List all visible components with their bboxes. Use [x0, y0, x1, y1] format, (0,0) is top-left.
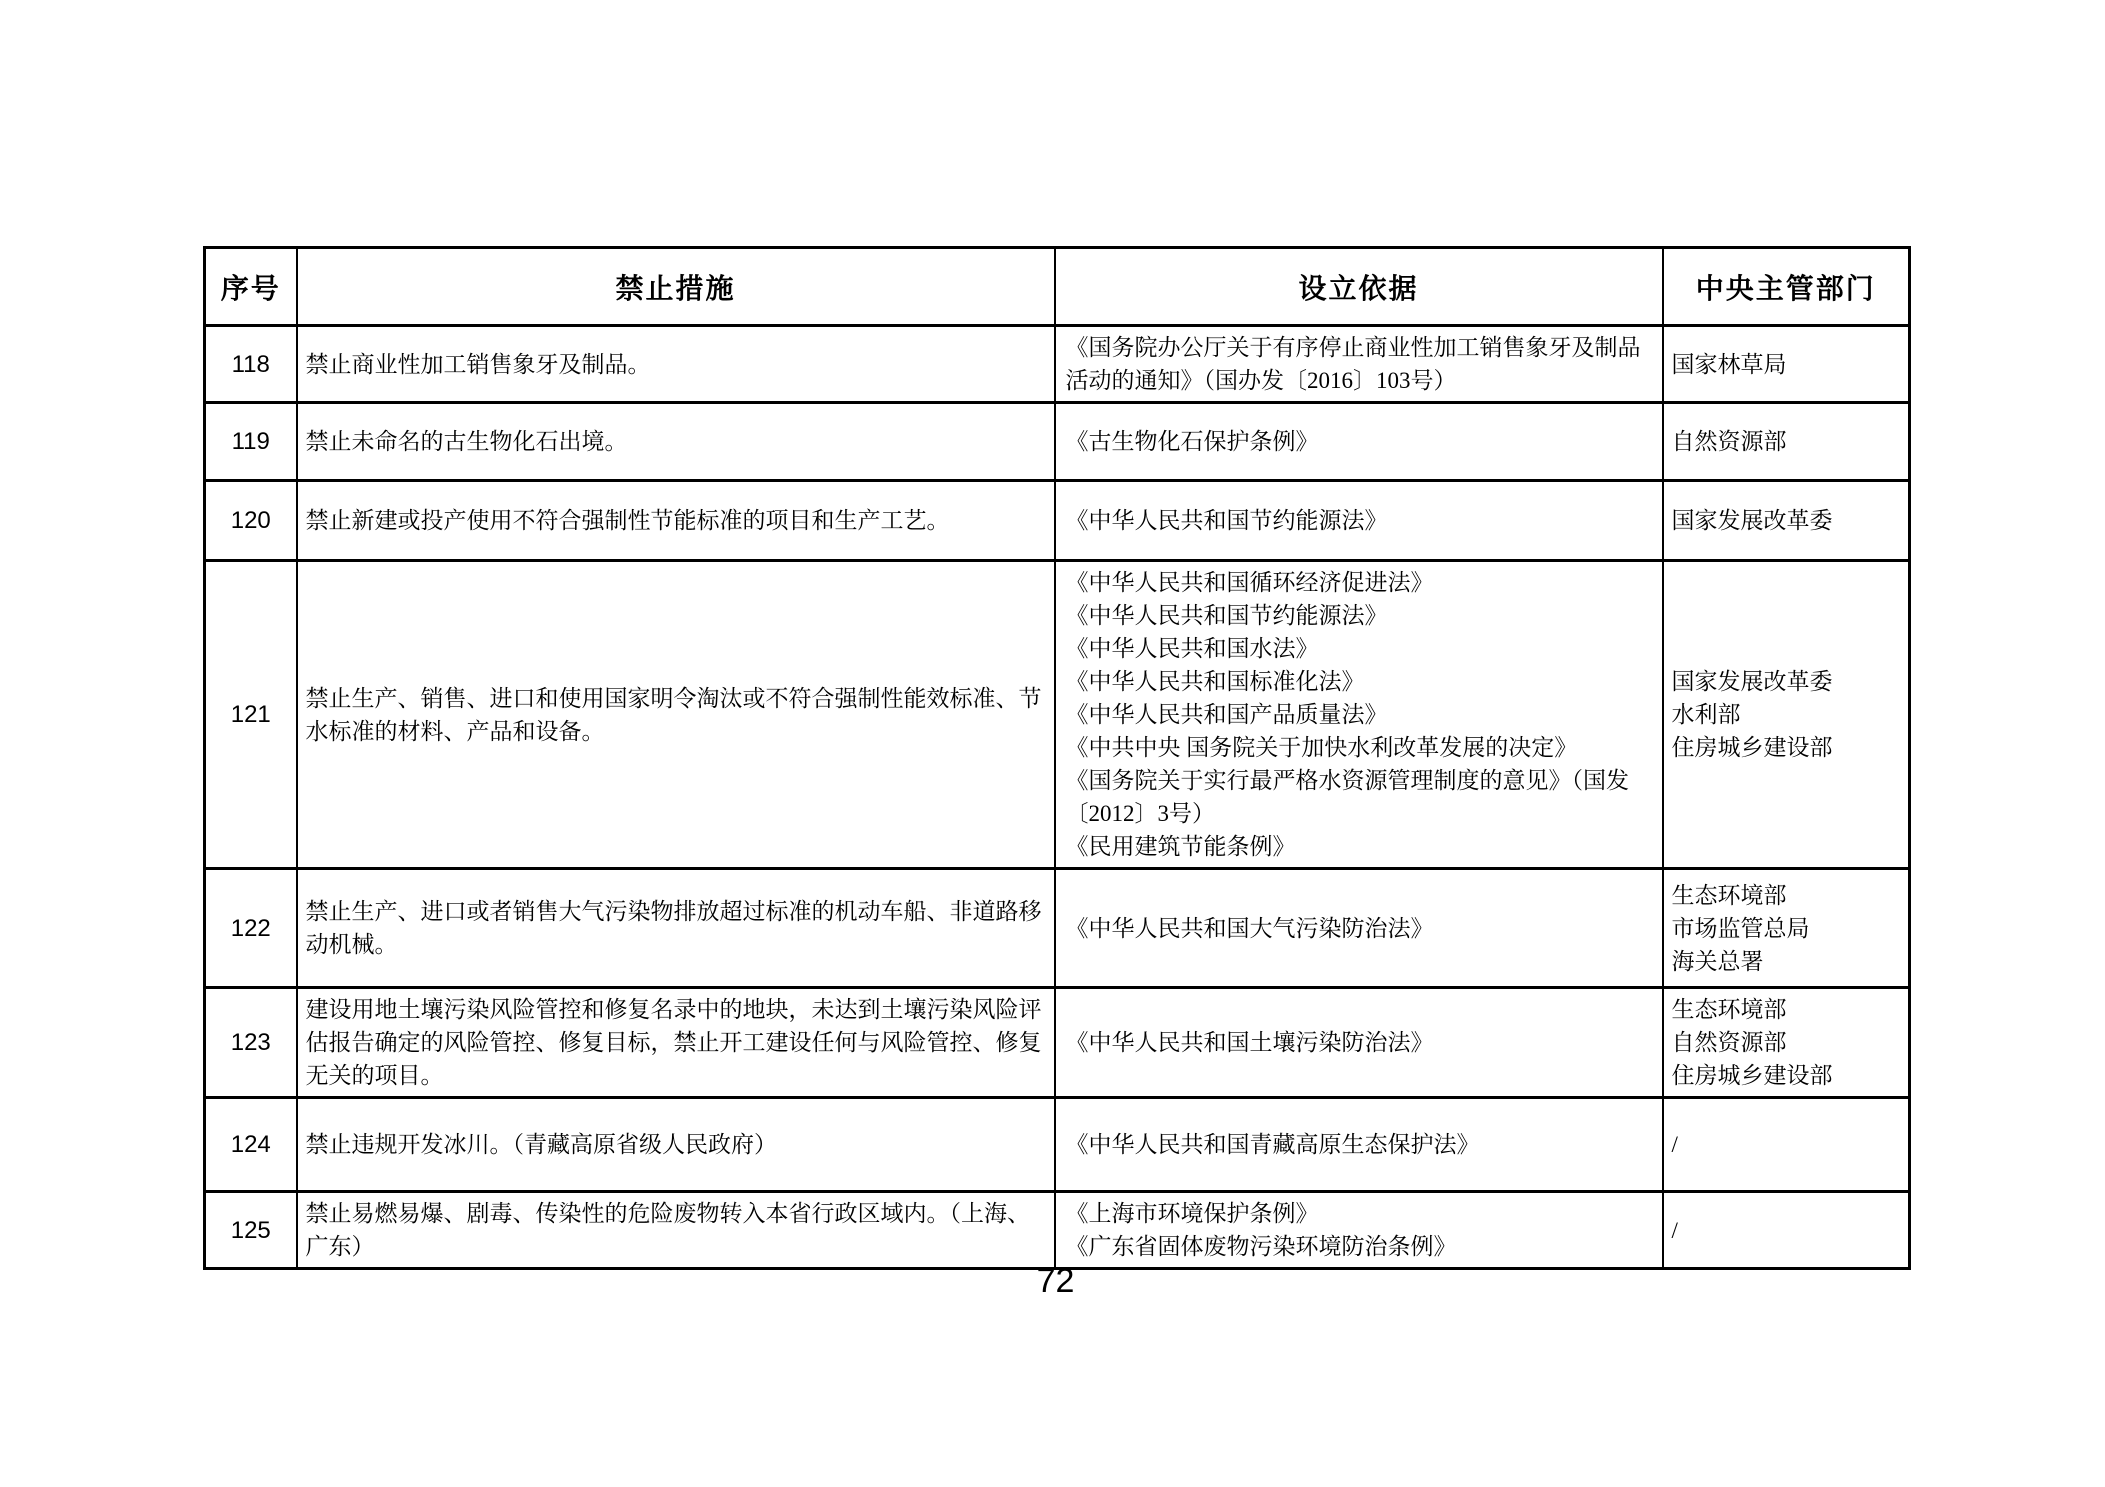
- column-header-measure: 禁止措施: [297, 248, 1055, 326]
- basis-line: 《上海市环境保护条例》: [1065, 1201, 1319, 1226]
- table-header-row: [205, 248, 1910, 326]
- basis-cell: [1055, 561, 1663, 869]
- row-number-cell: 124: [205, 1098, 297, 1192]
- row-number-cell: 122: [205, 869, 297, 988]
- basis-line: 《国务院关于实行最严格水资源管理制度的意见》（国发〔2012〕3号）: [1065, 768, 1629, 826]
- column-header-index: 序号: [205, 248, 297, 326]
- department-cell: [1663, 1098, 1910, 1192]
- row-number-cell: 118: [205, 326, 297, 403]
- table-row: [205, 481, 1910, 561]
- basis-line: 《中共中央 国务院关于加快水利改革发展的决定》: [1065, 735, 1578, 760]
- table-row: [205, 1192, 1910, 1269]
- table-row: [205, 403, 1910, 481]
- basis-line: 《古生物化石保护条例》: [1065, 429, 1319, 454]
- basis-line: 《中华人民共和国土壤污染防治法》: [1065, 1030, 1434, 1055]
- department-line: 国家林草局: [1671, 351, 1787, 377]
- department-line: 海关总署: [1671, 948, 1764, 974]
- basis-line: 《中华人民共和国节约能源法》: [1065, 603, 1388, 628]
- prohibition-measures-table: [203, 246, 1911, 1270]
- table-row: [205, 561, 1910, 869]
- department-line: 国家发展改革委: [1671, 508, 1833, 533]
- column-header-basis: 设立依据: [1055, 248, 1663, 326]
- basis-cell: [1055, 481, 1663, 561]
- basis-cell: [1055, 326, 1663, 403]
- basis-line: 《民用建筑节能条例》: [1065, 834, 1296, 859]
- department-line: 生态环境部: [1671, 882, 1787, 908]
- measure-cell: 禁止未命名的古生物化石出境。: [297, 403, 1055, 481]
- measure-cell: 禁止违规开发冰川。（青藏高原省级人民政府）: [297, 1098, 1055, 1192]
- basis-cell: [1055, 869, 1663, 988]
- department-cell: [1663, 1192, 1910, 1269]
- department-line: 自然资源部: [1671, 429, 1787, 454]
- basis-line: 《中华人民共和国青藏高原生态保护法》: [1065, 1132, 1480, 1157]
- row-number-cell: 123: [205, 988, 297, 1098]
- department-cell: [1663, 326, 1910, 403]
- basis-line: 《国务院办公厅关于有序停止商业性加工销售象牙及制品活动的通知》（国办发〔2016〕103号）: [1065, 335, 1641, 393]
- table-row: [205, 869, 1910, 988]
- page-number: 72: [1036, 1262, 1075, 1300]
- row-number-cell: 121: [205, 561, 297, 869]
- department-cell: [1663, 481, 1910, 561]
- measure-cell: 禁止生产、进口或者销售大气污染物排放超过标准的机动车船、非道路移动机械。: [297, 869, 1055, 988]
- row-number-cell: 119: [205, 403, 297, 481]
- department-cell: [1663, 403, 1910, 481]
- basis-cell: [1055, 403, 1663, 481]
- column-header-department: 中央主管部门: [1663, 248, 1910, 326]
- department-line: /: [1671, 1132, 1678, 1157]
- department-line: 住房城乡建设部: [1671, 1063, 1833, 1088]
- table-row: [205, 988, 1910, 1098]
- basis-line: 《中华人民共和国水法》: [1065, 636, 1319, 661]
- department-line: 住房城乡建设部: [1671, 735, 1833, 760]
- row-number-cell: 125: [205, 1192, 297, 1269]
- basis-line: 《中华人民共和国循环经济促进法》: [1065, 570, 1434, 595]
- department-cell: [1663, 561, 1910, 869]
- table-row: [205, 326, 1910, 403]
- measure-cell: 禁止生产、销售、进口和使用国家明令淘汰或不符合强制性能效标准、节水标准的材料、产品和设备。: [297, 561, 1055, 869]
- table-row: [205, 1098, 1910, 1192]
- basis-line: 《中华人民共和国标准化法》: [1065, 669, 1365, 694]
- basis-line: 《广东省固体废物污染环境防治条例》: [1065, 1234, 1457, 1259]
- measure-cell: 禁止商业性加工销售象牙及制品。: [297, 326, 1055, 403]
- basis-cell: [1055, 988, 1663, 1098]
- basis-cell: [1055, 1192, 1663, 1269]
- measure-cell: 建设用地土壤污染风险管控和修复名录中的地块，未达到土壤污染风险评估报告确定的风险管控、修复目标，禁止开工建设任何与风险管控、修复无关的项目。: [297, 988, 1055, 1098]
- row-number-cell: 120: [205, 481, 297, 561]
- measure-cell: 禁止新建或投产使用不符合强制性节能标准的项目和生产工艺。: [297, 481, 1055, 561]
- department-line: 市场监管总局: [1671, 915, 1810, 941]
- department-cell: [1663, 988, 1910, 1098]
- department-line: /: [1671, 1217, 1678, 1243]
- basis-line: 《中华人民共和国产品质量法》: [1065, 702, 1388, 727]
- department-line: 水利部: [1671, 702, 1741, 727]
- basis-line: 《中华人民共和国节约能源法》: [1065, 508, 1388, 533]
- department-line: 生态环境部: [1671, 997, 1787, 1022]
- basis-line: 《中华人民共和国大气污染防治法》: [1065, 915, 1434, 941]
- measure-cell: 禁止易燃易爆、剧毒、传染性的危险废物转入本省行政区域内。（上海、广东）: [297, 1192, 1055, 1269]
- department-cell: [1663, 869, 1910, 988]
- department-line: 国家发展改革委: [1671, 669, 1833, 694]
- basis-cell: [1055, 1098, 1663, 1192]
- department-line: 自然资源部: [1671, 1030, 1787, 1055]
